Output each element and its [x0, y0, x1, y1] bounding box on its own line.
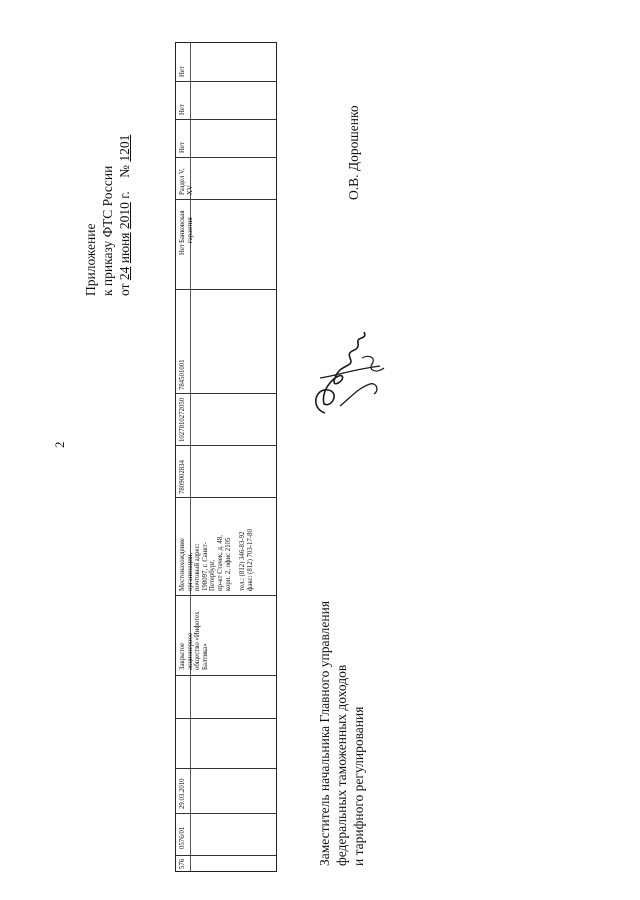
signer-position-3: и тарифного регулирования: [351, 706, 366, 866]
cell-guarantee-text: Банковская гарантия: [179, 210, 194, 243]
cell-empty-1: [176, 718, 276, 768]
appendix-date-year: 2010: [117, 202, 132, 230]
cell-kpp-text: 784501001: [179, 359, 186, 390]
appendix-title: Приложение: [83, 223, 98, 296]
cell-kpp: [176, 289, 276, 393]
cell-no-1-text: Нет: [179, 244, 186, 255]
cell-section-text: Раздел V, XV: [179, 168, 194, 195]
cell-code-text: 0576/01: [179, 826, 186, 849]
cell-inn-text: 7809002834: [179, 460, 186, 494]
signer-name: О.В. Дорошенко: [346, 105, 361, 200]
cell-no-4-text: Нет: [179, 66, 186, 77]
cell-num-text: 576: [179, 858, 186, 869]
cell-no-2: [176, 119, 276, 157]
cell-inn: [176, 445, 276, 497]
signer-block: [316, 601, 367, 866]
cell-date-text: 29.03.2010: [179, 778, 186, 809]
cell-ogrn: [176, 393, 276, 445]
signer-position-1: Заместитель начальника Главного управления: [317, 600, 332, 866]
cell-date: [176, 768, 276, 813]
cell-no-4: [176, 43, 276, 81]
appendix-date: от 24 июня 2010 г. № 1201: [117, 134, 132, 296]
cell-no-2-text: Нет: [179, 142, 186, 153]
signer-position-2: федеральных таможенных доходов: [334, 664, 349, 866]
registry-table: [175, 42, 277, 872]
cell-num: [176, 855, 276, 871]
cell-org-name-text: Закрытое акционерное общество «Инфотех Балтика»: [179, 611, 209, 670]
appendix-order-number: 1201: [117, 134, 132, 162]
cell-empty-2: [176, 675, 276, 718]
appendix-header: [82, 135, 133, 296]
handwritten-signature: [280, 318, 400, 428]
appendix-date-month: июня: [117, 232, 132, 264]
cell-section-top: [176, 157, 276, 158]
cell-code: [176, 813, 276, 855]
page-number: 2: [52, 441, 67, 448]
cell-address-text: Местонахождение организации, почтовый адрес: 198097, г. Санкт- Петербург, пр-кт Стачек, д. 48, корп. 2, офис 2105 тел.: (812) 346-83-92 факс: (812) 703-17-80: [179, 529, 254, 591]
cell-ogrn-text: 1027810272050: [179, 397, 186, 442]
appendix-date-day: 24: [117, 266, 132, 281]
cell-no-3-text: Нет: [179, 104, 186, 115]
cell-no-3: [176, 81, 276, 119]
appendix-order-ref: к приказу ФТС России: [100, 165, 115, 296]
